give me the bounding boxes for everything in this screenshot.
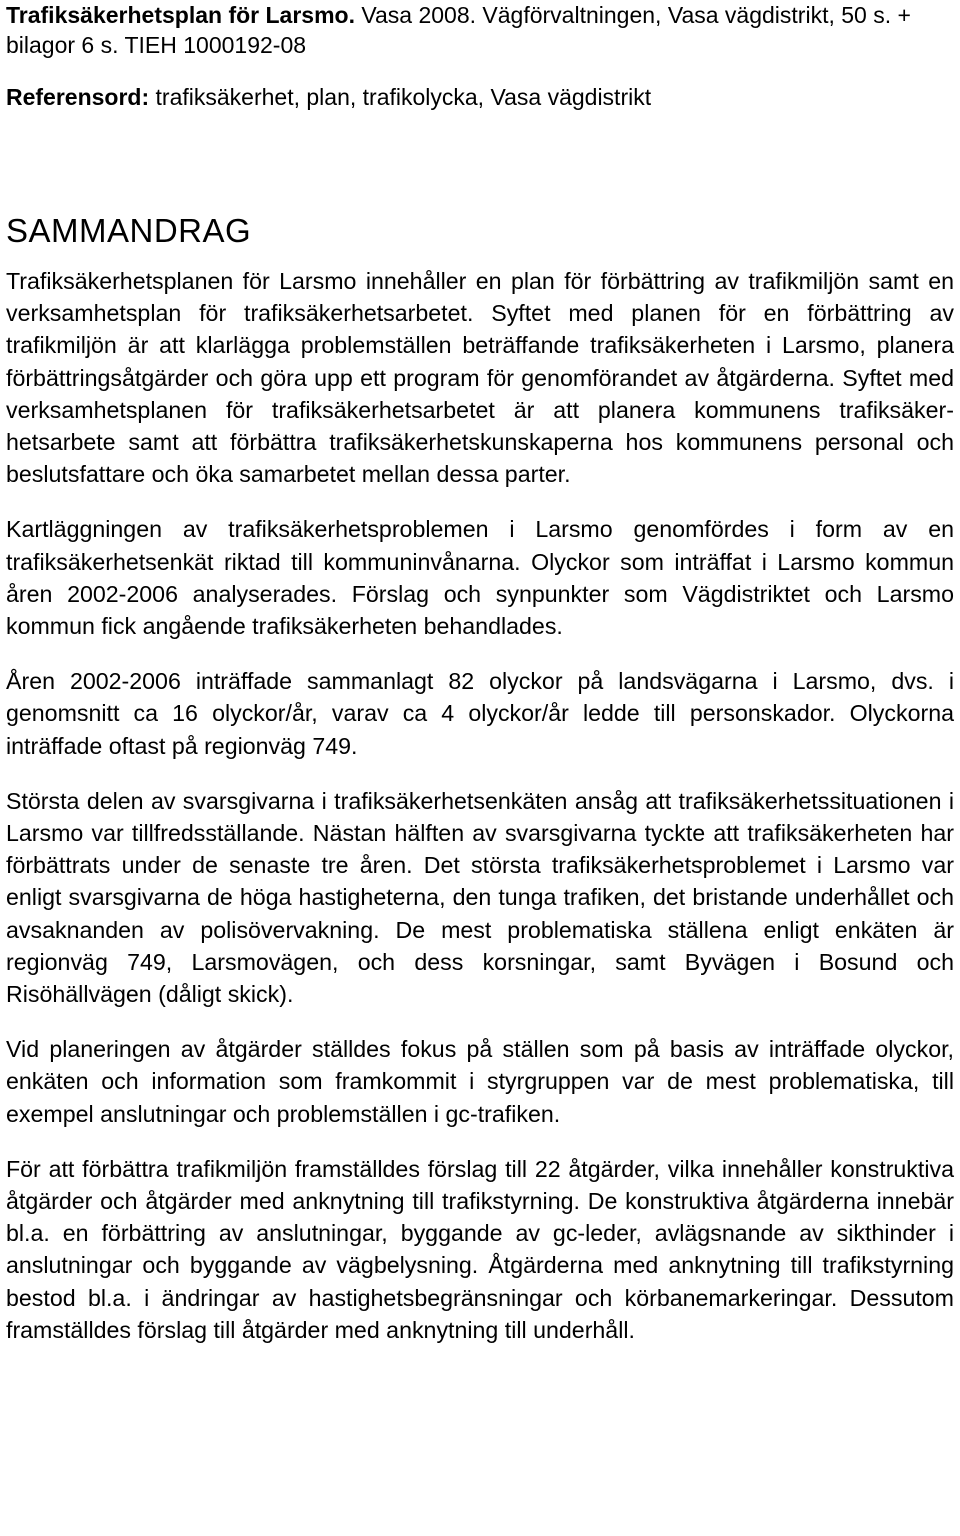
publication-info xyxy=(6,0,954,60)
paragraph-survey: Kartläggningen av trafiksäkerhetsproblemen i Larsmo genomfördes i form av en trafiksäkerhetsenkät riktad till kommuninvånarna. Olyckor som inträffat i Larsmo kommun åren 2002-2006 analyserades. Förslag och synpunkter som Vägdistriktet och Larsmo kommun fick angående trafiksäkerheten behandlades. xyxy=(6,516,954,640)
paragraph-purpose: Trafiksäkerhetsplanen för Larsmo innehåller en plan för förbättring av trafikmiljön samt en verksamhetsplan för trafiksäkerhetsarbetet. Syftet med planen för en förbättring av trafikmiljön är att klarlägga problemställen beträffande trafiksäkerheten i Larsmo, planera förbättringsåtgärder och göra upp ett program för genomförandet av åtgärderna. Syftet med verksamhetsplanen för trafiksäkerhetsarbetet är att planera kommunens trafiksäkerhetsarbete samt att förbättra trafiksäkerhetskunskaperna hos kommunens personal och beslutsfattare och öka samarbetet mellan dessa parter. xyxy=(6,268,954,488)
section-heading: SAMMANDRAG xyxy=(6,212,252,249)
document-title: Trafiksäkerhetsplan för Larsmo. xyxy=(6,2,355,28)
keywords-line xyxy=(6,82,954,112)
publication-details: Vasa 2008. Vägförvaltningen, Vasa vägdistrikt, 50 s. + bilagor 6 s. TIEH 1000192-08 xyxy=(6,2,911,58)
keywords-label: Referensord: xyxy=(6,84,150,110)
paragraph-survey-results: Största delen av svarsgivarna i trafiksäkerhetsenkäten ansåg att trafiksäkerhetssituationen i Larsmo var tillfredsställande. Nästan hälften av svarsgivarna tyckte att trafiksäkerheten har förbättrats under de senaste tre åren. Det största trafiksäkerhetsproblemet i Larsmo var enligt svarsgivarna de höga hastigheterna, den tunga trafiken, det bristande underhållet och avsaknanden av polisövervakning. De mest problematiska ställena enligt enkäten är regionväg 749, Larsmovägen, och dess korsningar, samt Byvägen i Bosund och Risöhällvägen (dåligt skick). xyxy=(6,787,954,1008)
paragraph-measures: För att förbättra trafikmiljön framställdes förslag till 22 åtgärder, vilka innehåller konstruktiva åtgärder och åtgärder med anknytning till trafikstyrning. De konstruktiva åtgärderna innebär bl.a. en förbättring av anslutningar, byggande av gc-leder, avlägsnande av sikthinder i anslutningar och byggande av vägbelysning. Åtgärderna med anknytning till trafikstyrning bestod bl.a. i ändringar av hastighetsbegränsningar och körbanemarkeringar. Dessutom framställdes förslag till åtgärder med anknytning till underhåll. xyxy=(6,1155,954,1343)
document-page xyxy=(6,0,954,1346)
paragraph-accidents: Åren 2002-2006 inträffade sammanlagt 82 olyckor på landsvägarna i Larsmo, dvs. i genomsnitt ca 16 olyckor/år, varav ca 4 olyckor/år ledde till personskador. Olyckorna inträffade oftast på regionväg 749. xyxy=(6,668,954,759)
paragraph-planning-focus: Vid planeringen av åtgärder ställdes fokus på ställen som på basis av inträffade olyckor, enkäten och information som framkommit i styrgruppen var de mest problematiska, till exempel anslutningar och problemställen i gc-trafiken. xyxy=(6,1036,954,1127)
keywords-text: trafiksäkerhet, plan, trafikolycka, Vasa vägdistrikt xyxy=(149,84,652,110)
